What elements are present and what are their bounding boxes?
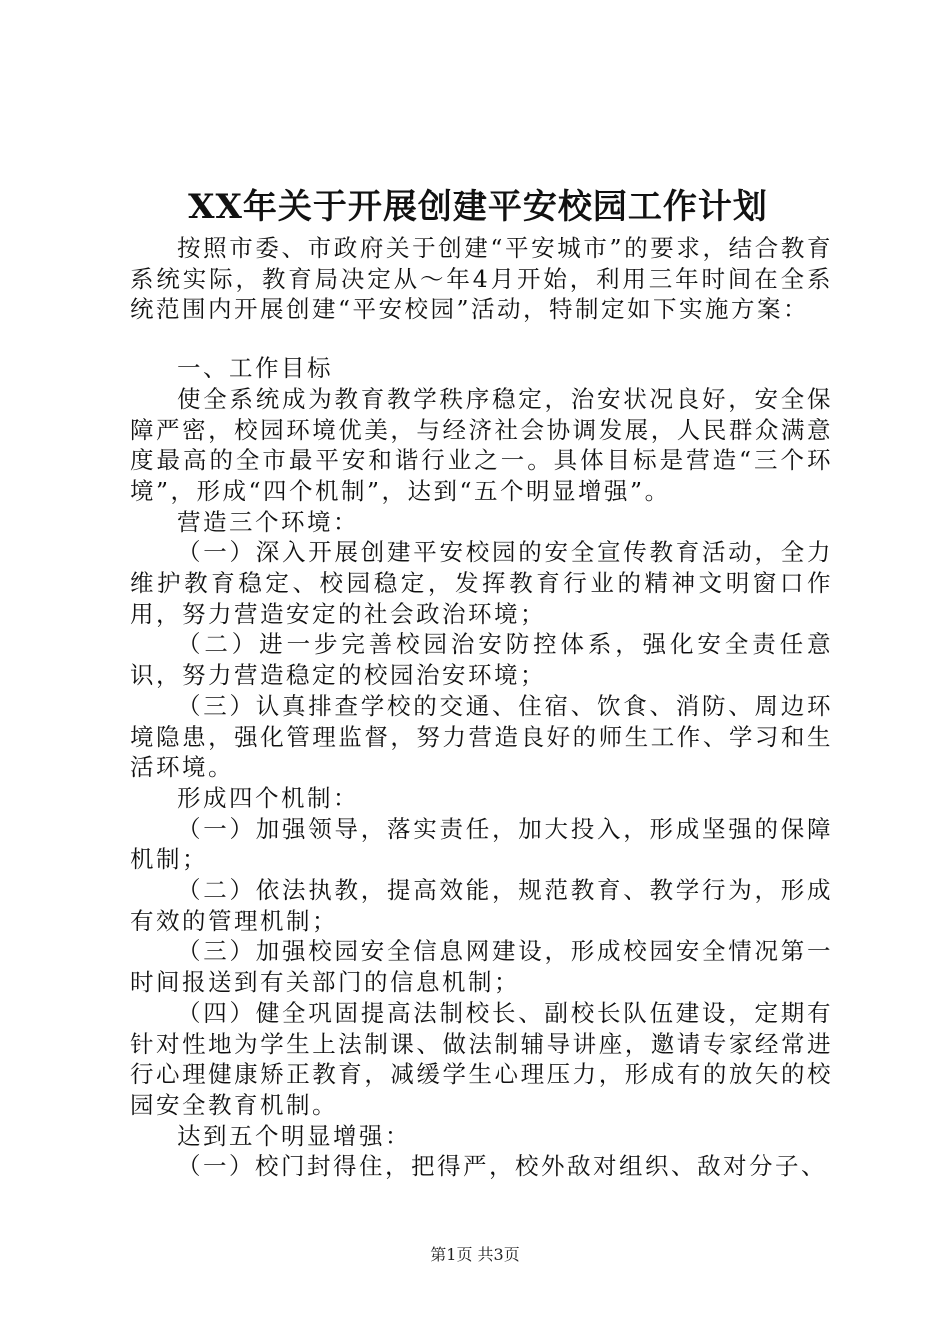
document-body	[130, 233, 833, 1182]
subheading-five-enhancements: 达到五个明显增强：	[177, 1121, 411, 1150]
paragraph-intro: 按照市委、市政府关于创建“平安城市”的要求，结合教育系统实际，教育局决定从～年4月开始，利用三年时间在全系统范围内开展创建“平安校园”活动，特制定如下实施方案：	[130, 234, 833, 324]
list-item-mechanism-4: （四）健全巩固提高法制校长、副校长队伍建设，定期有针对性地为学生上法制课、做法制辅导讲座，邀请专家经常进行心理健康矫正教育，减缓学生心理压力，形成有的放矢的校园安全教育机制。	[130, 998, 833, 1119]
list-item-environment-3: （三）认真排查学校的交通、住宿、饮食、消防、周边环境隐患，强化管理监督，努力营造良好的师生工作、学习和生活环境。	[130, 691, 833, 782]
section-heading-work-goal: 一、工作目标	[177, 354, 333, 383]
subheading-three-environments: 营造三个环境：	[177, 507, 359, 536]
page-footer: 第1页 共3页	[430, 1245, 520, 1264]
list-item-enhancement-1: （一）校门封得住，把得严，校外敌对组织、敌对分子、	[177, 1152, 827, 1181]
list-item-environment-2: （二）进一步完善校园治安防控体系，强化安全责任意识，努力营造稳定的校园治安环境；	[130, 630, 833, 690]
list-item-mechanism-1: （一）加强领导，落实责任，加大投入，形成坚强的保障机制；	[130, 814, 833, 874]
subheading-four-mechanisms: 形成四个机制：	[177, 783, 359, 812]
list-item-environment-1: （一）深入开展创建平安校园的安全宣传教育活动，全力维护教育稳定、校园稳定，发挥教育行业的精神文明窗口作用，努力营造安定的社会政治环境；	[130, 538, 833, 628]
document-title: XX年关于开展创建平安校园工作计划	[188, 187, 768, 227]
list-item-mechanism-3: （三）加强校园安全信息网建设，形成校园安全情况第一时间报送到有关部门的信息机制；	[130, 937, 833, 997]
paragraph-goal: 使全系统成为教育教学秩序稳定，治安状况良好，安全保障严密，校园环境优美，与经济社会协调发展，人民群众满意度最高的全市最平安和谐行业之一。具体目标是营造“三个环境”，形成“四个机制”，达到“五个明显增强”。	[130, 384, 833, 505]
list-item-mechanism-2: （二）依法执教，提高效能，规范教育、教学行为，形成有效的管理机制；	[130, 876, 833, 935]
